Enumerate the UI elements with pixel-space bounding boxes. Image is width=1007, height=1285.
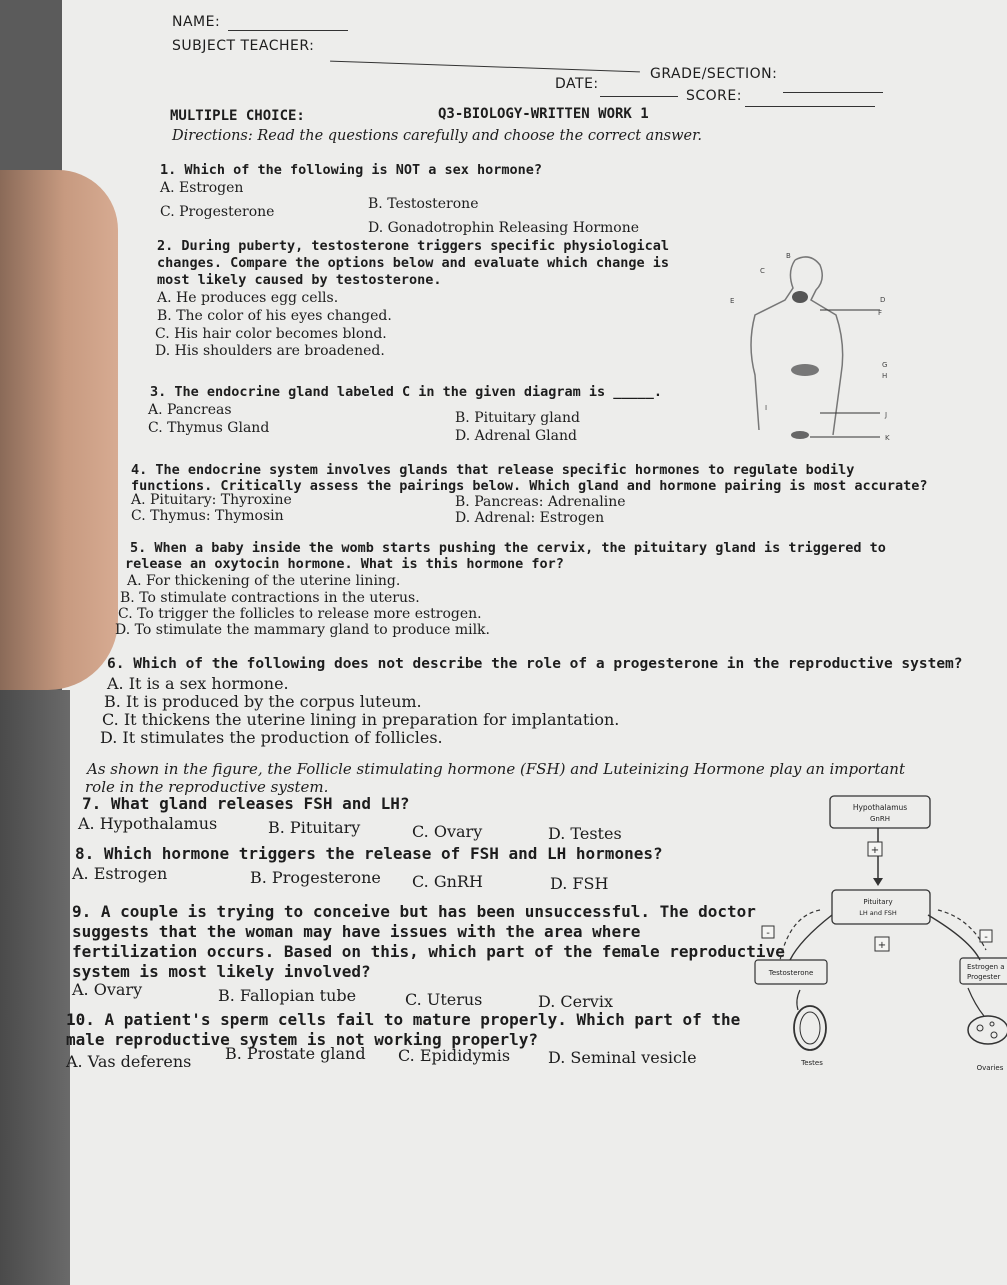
name-label: NAME: [172, 14, 221, 30]
q9-option-c: C. Uterus [405, 990, 483, 1009]
date-line [600, 96, 678, 97]
q10-option-d: D. Seminal vesicle [548, 1048, 697, 1067]
question-9-line-1: 9. A couple is trying to conceive but has been unsuccessful. The doctor [72, 902, 756, 921]
body-label-d: D [880, 296, 886, 304]
q4-option-b: B. Pancreas: Adrenaline [455, 494, 626, 510]
q8-option-b: B. Progesterone [250, 868, 381, 887]
q2-option-d: D. His shoulders are broadened. [155, 343, 385, 359]
body-label-k: K [885, 434, 890, 442]
body-label-h: H [882, 372, 888, 380]
body-label-e: E [730, 297, 735, 305]
q8-option-d: D. FSH [550, 874, 609, 893]
q2-option-c: C. His hair color becomes blond. [155, 326, 387, 342]
question-5-line-1: 5. When a baby inside the womb starts pushing the cervix, the pituitary gland is triggered to [130, 540, 886, 556]
question-3: 3. The endocrine gland labeled C in the given diagram is _____. [150, 384, 663, 400]
pituitary-label: Pituitary [863, 898, 893, 906]
plus-sign-1: + [870, 845, 880, 856]
q10-option-c: C. Epididymis [398, 1046, 511, 1065]
q8-option-c: C. GnRH [412, 872, 483, 891]
q2-option-b: B. The color of his eyes changed. [157, 308, 392, 324]
score-label: SCORE: [686, 88, 742, 104]
q5-option-a: A. For thickening of the uterine lining. [127, 573, 401, 589]
question-10-line-1: 10. A patient's sperm cells fail to mature properly. Which part of the [66, 1010, 741, 1029]
question-1: 1. Which of the following is NOT a sex hormone? [160, 162, 543, 178]
body-label-c: C [760, 267, 765, 275]
question-4-line-2: functions. Critically assess the pairings below. Which gland and hormone pairing is most accurate? [131, 478, 928, 494]
testes-label: Testes [801, 1059, 823, 1067]
score-line [745, 106, 875, 107]
question-7: 7. What gland releases FSH and LH? [82, 794, 410, 813]
plus-sign-2: + [877, 940, 887, 951]
question-8: 8. Which hormone triggers the release of FSH and LH hormones? [75, 844, 663, 863]
q6-option-c: C. It thickens the uterine lining in preparation for implantation. [102, 710, 620, 729]
q3-option-d: D. Adrenal Gland [455, 428, 577, 444]
hypothalamus-label: Hypothalamus [852, 803, 908, 812]
question-9-line-3: fertilization occurs. Based on this, which part of the female reproductive [72, 942, 785, 961]
lh-fsh-label: LH and FSH [859, 909, 897, 917]
body-label-b: B [786, 252, 791, 260]
hand-holding-paper [0, 170, 118, 690]
endocrine-body-diagram [700, 245, 910, 445]
q1-option-a: A. Estrogen [160, 180, 244, 196]
q7-option-c: C. Ovary [412, 822, 483, 841]
q4-option-d: D. Adrenal: Estrogen [455, 510, 605, 526]
body-label-i: I [765, 404, 768, 412]
question-2-line-2: changes. Compare the options below and evaluate which change is [157, 255, 670, 271]
q6-option-a: A. It is a sex hormone. [107, 674, 289, 693]
q5-option-d: D. To stimulate the mammary gland to produce milk. [115, 622, 490, 638]
q1-option-c: C. Progesterone [160, 204, 275, 220]
q10-option-a: A. Vas deferens [66, 1052, 192, 1071]
subject-teacher-label: SUBJECT TEACHER: [172, 38, 315, 54]
date-label: DATE: [555, 76, 599, 92]
q9-option-d: D. Cervix [538, 992, 613, 1011]
q3-option-b: B. Pituitary gland [455, 410, 580, 426]
body-label-j: J [885, 411, 888, 419]
directions: Directions: Read the questions carefully and choose the correct answer. [172, 128, 703, 144]
question-6: 6. Which of the following does not describe the role of a progesterone in the reproductive system? [107, 656, 963, 672]
minus-sign-left: - [766, 928, 770, 939]
name-line [228, 30, 348, 31]
ovaries-label: Ovaries [976, 1064, 1004, 1072]
q1-option-d: D. Gonadotrophin Releasing Hormone [368, 220, 640, 236]
section-heading: MULTIPLE CHOICE: [170, 108, 305, 124]
question-2-line-1: 2. During puberty, testosterone triggers specific physiological [157, 238, 670, 254]
figure-intro-line-2: role in the reproductive system. [85, 778, 329, 796]
body-label-g: G [882, 361, 888, 369]
estrogen-label: Estrogen a [967, 963, 1005, 971]
progesterone-label: Progester [967, 973, 1001, 981]
grade-section-line [783, 92, 883, 93]
background-shadow [0, 690, 70, 1285]
q9-option-a: A. Ovary [72, 980, 143, 999]
q8-option-a: A. Estrogen [72, 864, 168, 883]
question-9-line-4: system is most likely involved? [72, 962, 371, 981]
q7-option-a: A. Hypothalamus [78, 814, 218, 833]
worksheet-title: Q3-BIOLOGY-WRITTEN WORK 1 [438, 106, 649, 122]
question-5-line-2: release an oxytocin hormone. What is this hormone for? [125, 556, 564, 572]
minus-sign-right: - [984, 932, 988, 943]
q5-option-b: B. To stimulate contractions in the uterus. [120, 590, 420, 606]
question-2-line-3: most likely caused by testosterone. [157, 272, 442, 288]
testosterone-label: Testosterone [768, 969, 814, 977]
gnrh-label: GnRH [870, 815, 890, 823]
q2-option-a: A. He produces egg cells. [157, 290, 339, 306]
q4-option-a: A. Pituitary: Thyroxine [131, 492, 292, 508]
q5-option-c: C. To trigger the follicles to release more estrogen. [118, 606, 482, 622]
q6-option-b: B. It is produced by the corpus luteum. [104, 692, 422, 711]
q7-option-b: B. Pituitary [268, 818, 361, 837]
question-4-line-1: 4. The endocrine system involves glands that release specific hormones to regulate bodily [131, 462, 855, 478]
figure-intro-line-1: As shown in the figure, the Follicle stimulating hormone (FSH) and Luteinizing Hormone play an important [87, 760, 905, 778]
q6-option-d: D. It stimulates the production of follicles. [100, 728, 443, 747]
question-10-line-2: male reproductive system is not working properly? [66, 1030, 539, 1049]
q9-option-b: B. Fallopian tube [218, 986, 357, 1005]
body-label-f: F [878, 309, 883, 317]
q1-option-b: B. Testosterone [368, 196, 479, 212]
hormone-feedback-diagram [740, 790, 1007, 1080]
grade-section-label: GRADE/SECTION: [650, 66, 778, 82]
q10-option-b: B. Prostate gland [225, 1044, 366, 1063]
q3-option-c: C. Thymus Gland [148, 420, 270, 436]
q3-option-a: A. Pancreas [148, 402, 232, 418]
q4-option-c: C. Thymus: Thymosin [131, 508, 284, 524]
q7-option-d: D. Testes [548, 824, 622, 843]
question-9-line-2: suggests that the woman may have issues with the area where [72, 922, 641, 941]
